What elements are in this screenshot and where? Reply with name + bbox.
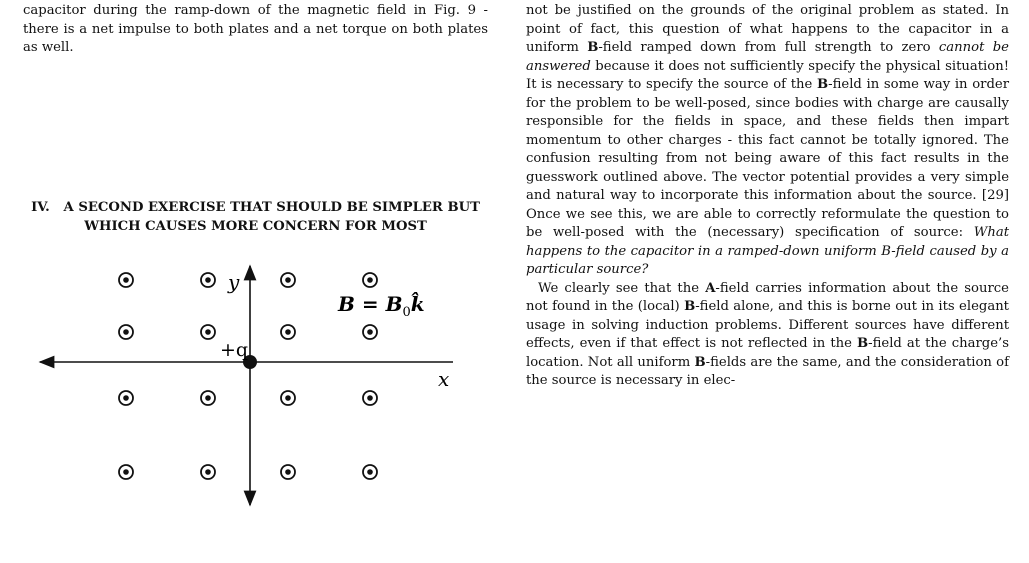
- field-dot: [119, 465, 133, 479]
- right-column: [526, 2, 1009, 391]
- section-number: IV.: [31, 200, 50, 215]
- section-title-text: A SECOND EXERCISE THAT SHOULD BE SIMPLER BUT WHICH CAUSES MORE CONCERN FOR MOST: [63, 200, 480, 234]
- field-dot: [201, 325, 215, 339]
- field-dot: [119, 325, 133, 339]
- field-dot: [281, 391, 295, 405]
- y-axis-label: y: [228, 270, 240, 294]
- field-symbol: B = B: [338, 292, 403, 316]
- field-dot: [363, 391, 377, 405]
- field-diagram: [28, 258, 458, 563]
- field-dot: [363, 465, 377, 479]
- field-dot: [281, 325, 295, 339]
- svg-text:B = B0k̂: [337, 290, 425, 320]
- intro-paragraph: capacitor during the ramp-down of the magnetic field in Fig. 9 - there is a net impulse to both plates and a net torque on both plates as well.: [23, 3, 488, 55]
- field-dot: [201, 391, 215, 405]
- field-dot: [201, 465, 215, 479]
- x-axis-label: x: [438, 367, 450, 391]
- field-dot: [119, 273, 133, 287]
- field-dot: [201, 273, 215, 287]
- charge-label: +q: [220, 339, 249, 361]
- field-equation: [337, 290, 425, 320]
- field-dot: [119, 391, 133, 405]
- paragraph-2: We clearly see that the A-field carries information about the source not found in the (local) B-field alone, and this is borne out in its elegant usage in solving induction problems. Different sources have different effects, even if that effect is not reflected in the B-field at the charge’s location. Not all uniform B-fields are the same, and the consideration of the source is necessary in elec-: [526, 280, 1009, 388]
- field-dot: [363, 273, 377, 287]
- field-dot: [281, 465, 295, 479]
- field-direction: k̂: [410, 292, 425, 316]
- field-subscript: 0: [402, 305, 411, 320]
- field-dot: [363, 325, 377, 339]
- paragraph-1: not be justified on the grounds of the original problem as stated. In point of fact, this question of what happens to the capacitor in a uniform B-field ramped down from full strength to zero cannot be answered because it does not sufficiently specify the physical situation! It is necessary to specify the source of the B-field in some way in order for the problem to be well-posed, since bodies with charge are causally responsible for the fields in space, and these fields then impart momentum to other charges - this fact cannot be totally ignored. The confusion resulting from not being aware of this fact results in the guesswork outlined above. The vector potential provides a very simple and natural way to incorporate this information about the source. [29] Once we see this, we are able to correctly reformulate the question to be well-posed with the (necessary) specification of source: What happens to the capacitor in a ramped-down uniform B-field caused by a particular source?: [526, 3, 1009, 277]
- section-heading: [23, 199, 488, 236]
- field-dot: [281, 273, 295, 287]
- left-column: [23, 2, 488, 58]
